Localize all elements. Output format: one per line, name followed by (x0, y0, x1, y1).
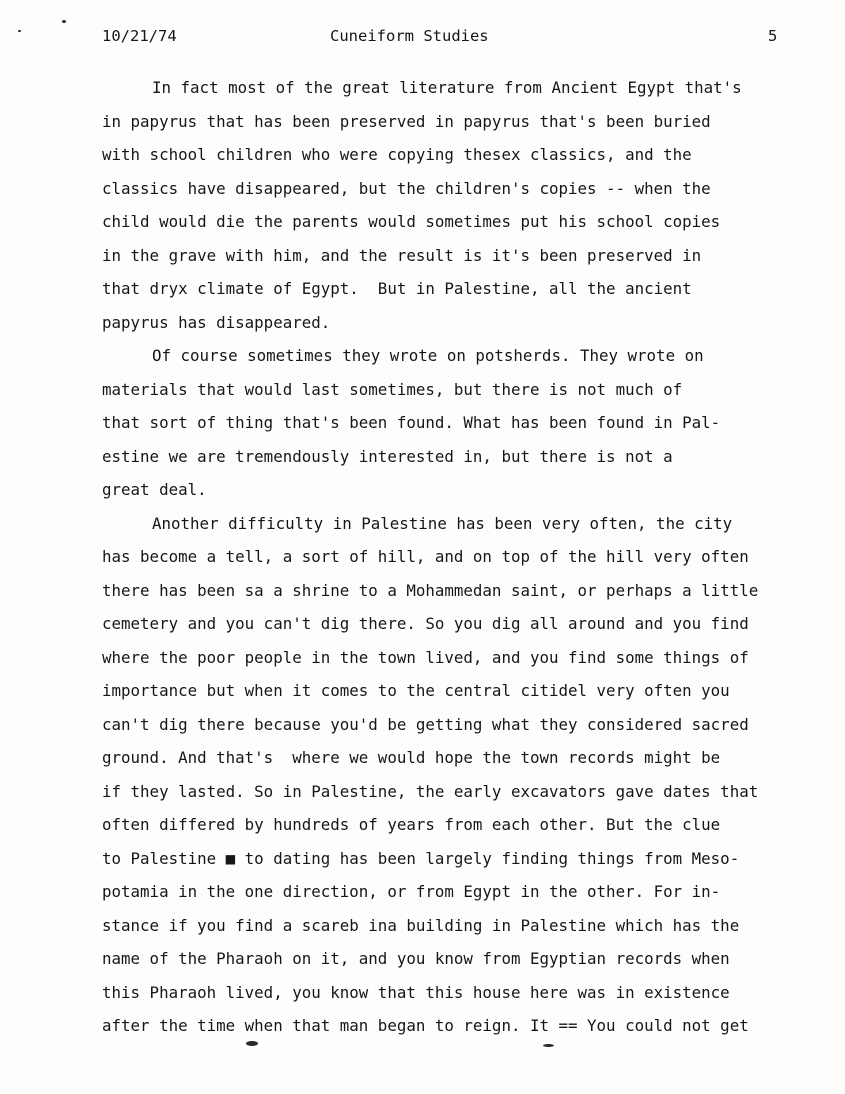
text-line: often differed by hundreds of years from each other. But the clue (102, 815, 721, 834)
text-line: materials that would last sometimes, but there is not much of (102, 379, 683, 399)
header-title: Cuneiform Studies (330, 27, 489, 45)
text-line: estine we are tremendously interested in, but there is not a (102, 446, 673, 466)
text-line: can't dig there because you'd be getting what they considered sacred (102, 714, 749, 734)
text-line: there has been sa a shrine to a Mohammedan saint, or perhaps a little (102, 580, 759, 600)
text-line: classics have disappeared, but the children's copies -- when the (102, 178, 711, 198)
text-line: In fact most of the great literature from Ancient Egypt that's (152, 78, 742, 97)
text-line: great deal. (102, 480, 207, 499)
text-line: stance if you find a scareb ina building in Palestine which has the (102, 915, 740, 935)
text-line: name of the Pharaoh on it, and you know from Egyptian records when (102, 949, 730, 968)
scan-speck (543, 1044, 554, 1047)
text-line: with school children who were copying thesex classics, and the (102, 145, 692, 164)
scan-speck (246, 1041, 258, 1046)
text-line: in papyrus that has been preserved in papyrus that's been buried (102, 111, 711, 131)
page-number: 5 (768, 27, 778, 45)
text-line: Of course sometimes they wrote on potsherds. They wrote on (152, 346, 704, 365)
text-line: cemetery and you can't dig there. So you dig all around and you find (102, 614, 749, 633)
text-line: after the time when that man began to reign. It == You could not get (102, 1016, 749, 1035)
text-line: that dryx climate of Egypt. But in Palestine, all the ancient (102, 279, 692, 298)
page-header (0, 24, 845, 48)
scan-speck (62, 20, 66, 23)
text-line: in the grave with him, and the result is it's been preserved in (102, 245, 702, 265)
text-line: to Palestine ■ to dating has been largely finding things from Meso- (102, 848, 740, 868)
text-line: papyrus has disappeared. (102, 312, 331, 332)
text-line: if they lasted. So in Palestine, the early excavators gave dates that (102, 781, 759, 801)
text-line: that sort of thing that's been found. What has been found in Pal- (102, 413, 721, 432)
text-line: importance but when it comes to the central citidel very often you (102, 681, 730, 700)
text-line: where the poor people in the town lived, and you find some things of (102, 647, 749, 667)
text-line: potamia in the one direction, or from Egypt in the other. For in- (102, 882, 721, 901)
text-line: child would die the parents would sometimes put his school copies (102, 212, 721, 231)
text-line: Another difficulty in Palestine has been very often, the city (152, 513, 733, 533)
text-line: ground. And that's where we would hope the town records might be (102, 748, 721, 767)
text-line: has become a tell, a sort of hill, and on top of the hill very often (102, 547, 749, 566)
text-line: this Pharaoh lived, you know that this house here was in existence (102, 982, 730, 1002)
header-date: 10/21/74 (102, 27, 177, 45)
scan-speck (18, 30, 21, 32)
